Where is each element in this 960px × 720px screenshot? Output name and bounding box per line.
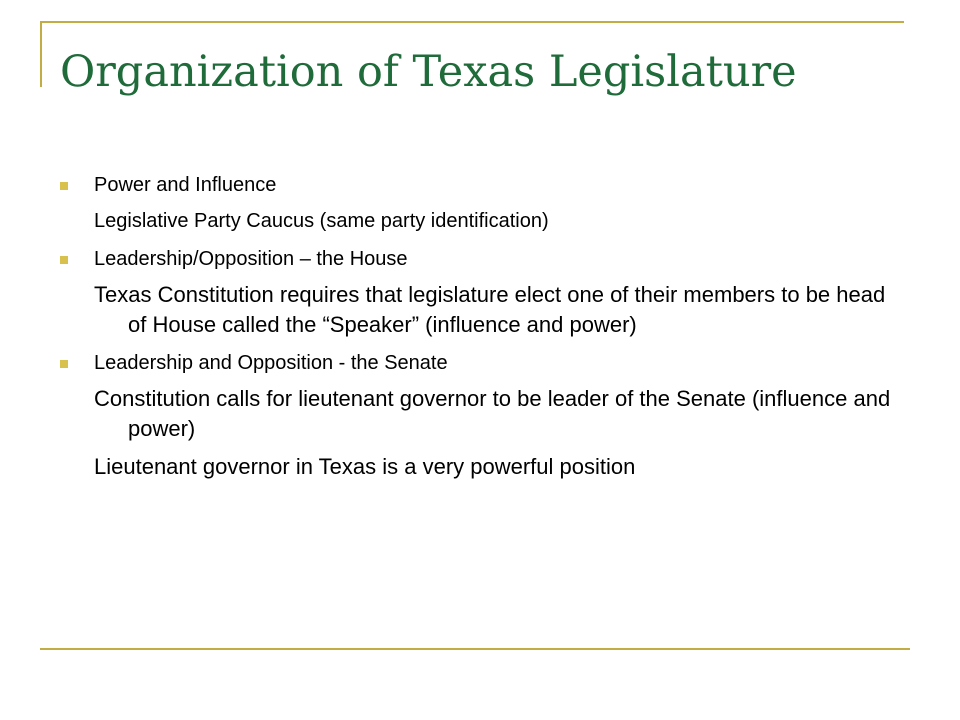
sub-paragraph: Lieutenant governor in Texas is a very powerful position	[94, 454, 636, 479]
top-divider	[40, 21, 904, 23]
bullet-item	[60, 244, 900, 274]
sub-paragraph: Texas Constitution requires that legislature elect one of their members to be head of House called the “Speaker” (influence and power)	[94, 282, 886, 337]
slide-title: Organization of Texas Legislature	[60, 47, 797, 97]
bottom-divider	[40, 648, 910, 650]
square-bullet-icon	[60, 182, 68, 190]
sub-paragraph: Legislative Party Caucus (same party identification)	[94, 210, 549, 232]
bullet-text: Power and Influence	[94, 174, 277, 196]
bullet-text: Leadership and Opposition - the Senate	[94, 352, 448, 374]
square-bullet-icon	[60, 360, 68, 368]
sub-paragraph: Constitution calls for lieutenant governor to be leader of the Senate (influence and power)	[94, 386, 891, 441]
bullet-item	[60, 348, 900, 378]
square-bullet-icon	[60, 256, 68, 264]
bullet-text: Leadership/Opposition – the House	[94, 248, 408, 270]
slide-content	[60, 170, 900, 490]
bullet-item	[60, 170, 900, 200]
left-divider	[40, 21, 42, 87]
